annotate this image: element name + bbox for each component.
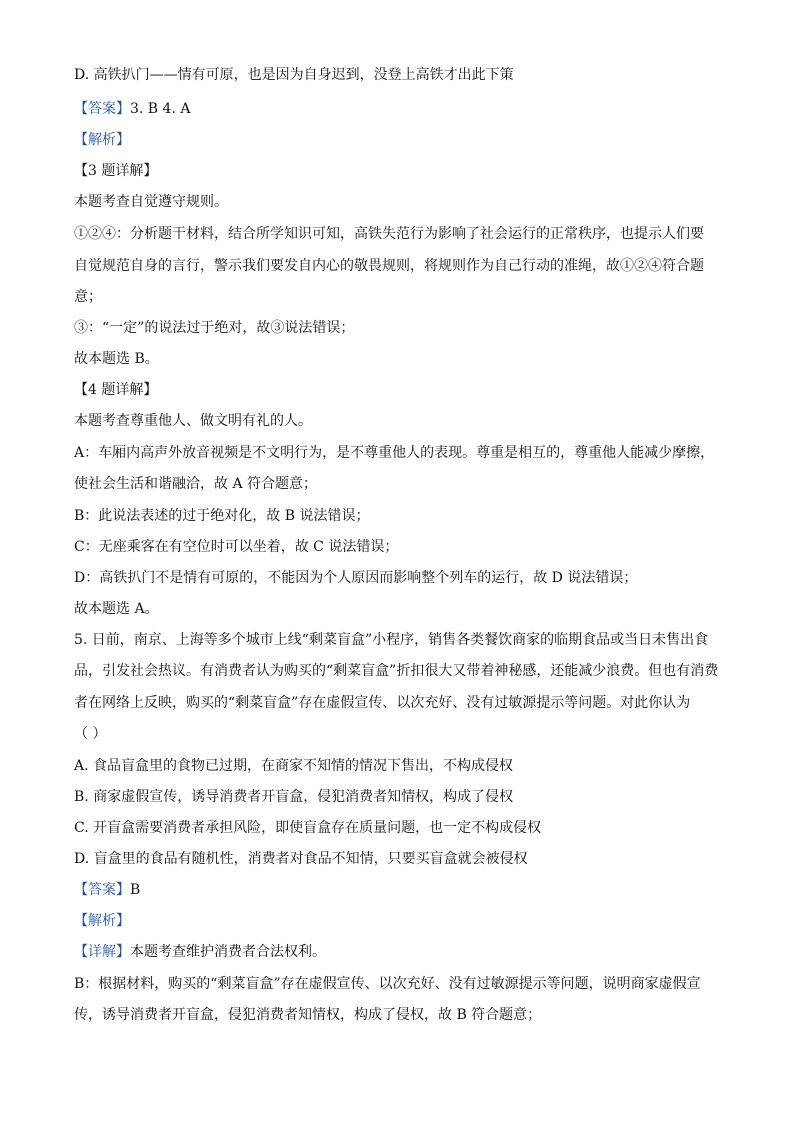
q5-option-d: D. 盲盒里的食品有随机性，消费者对食品不知情，只要买盲盒就会被侵权 <box>74 851 528 867</box>
q4-detail-heading: 【4 题详解】 <box>74 382 158 398</box>
q4-option-a-line-2: 使社会生活和谐融洽，故 A 符合题意； <box>74 476 318 492</box>
option-d-q4: D. 高铁扒门——情有可原，也是因为自身迟到，没登上高铁才出此下策 <box>74 67 514 83</box>
q4-option-d: D：高铁扒门不是情有可原的，不能因为个人原因而影响整个列车的运行，故 D 说法错误； <box>74 570 638 586</box>
q5-explanation-line-2: 传，诱导消费者开盲盒，侵犯消费者知情权，构成了侵权，故 B 符合题意； <box>74 1007 542 1023</box>
q3-topic: 本题考查自觉遵守规则。 <box>74 194 228 210</box>
q5-option-a: A. 食品盲盒里的食物已过期，在商家不知情的情况下售出，不构成侵权 <box>74 758 514 774</box>
q4-topic: 本题考查尊重他人、做文明有礼的人。 <box>74 413 312 429</box>
q3-explanation-line-1: ①②④：分析题干材料，结合所学知识可知，高铁失范行为影响了社会运行的正常秩序，也提示人们要 <box>74 226 704 242</box>
detail-tag: 【详解】 <box>74 944 130 960</box>
q5-detail-line: 【详解】本题考查维护消费者合法权利。 <box>74 944 326 960</box>
analysis-tag: 【解析】 <box>74 132 130 148</box>
q3-item-3: ③：“一定”的说法过于绝对，故③说法错误； <box>74 320 355 336</box>
q5-analysis-tag: 【解析】 <box>74 913 130 929</box>
q3-explanation-line-2: 自觉规范自身的言行，警示我们要发自内心的敬畏规则，将规则作为自己行动的准绳，故①②④符合题 <box>74 258 704 274</box>
q4-option-c: C：无座乘客在有空位时可以坐着，故 C 说法错误； <box>74 539 399 555</box>
q5-stem-line-1: 5. 日前，南京、上海等多个城市上线“剩菜盲盒”小程序，销售各类餐饮商家的临期食品或当日未售出食 <box>74 632 709 648</box>
q4-option-b: B：此说法表述的过于绝对化，故 B 说法错误； <box>74 508 370 524</box>
q3-detail-heading: 【3 题详解】 <box>74 163 158 179</box>
q5-answer-line: 【答案】B <box>74 882 141 898</box>
q4-conclusion: 故本题选 A。 <box>74 601 159 617</box>
q5-blank: （ ） <box>74 726 107 742</box>
q3-explanation-line-3: 意； <box>74 289 102 305</box>
answer-tag: 【答案】 <box>74 882 130 898</box>
answer-line-q3-q4: 【答案】3. B 4. A <box>74 101 191 117</box>
q5-stem-line-3: 者在网络上反映，购买的“剩菜盲盒”存在虚假宣传、以次充好、没有过敏源提示等问题。对此你认为 <box>74 695 691 711</box>
q5-option-c: C. 开盲盒需要消费者承担风险，即使盲盒存在质量问题，也一定不构成侵权 <box>74 820 542 836</box>
q5-option-b: B. 商家虚假宣传，诱导消费者开盲盒，侵犯消费者知情权，构成了侵权 <box>74 789 514 805</box>
q5-stem-line-2: 品，引发社会热议。有消费者认为购买的“剩菜盲盒”折扣很大又带着神秘感，还能减少浪费。但也有消费 <box>74 663 719 679</box>
answer-tag: 【答案】 <box>74 101 130 117</box>
q4-option-a-line-1: A：车厢内高声外放音视频是不文明行为，是不尊重他人的表现。尊重是相互的，尊重他人能减少摩擦， <box>74 445 715 461</box>
q5-explanation-line-1: B：根据材料，购买的“剩菜盲盒”存在虚假宣传、以次充好、没有过敏源提示等问题，说明商家虚假宣 <box>74 976 701 992</box>
q3-conclusion: 故本题选 B。 <box>74 351 159 367</box>
